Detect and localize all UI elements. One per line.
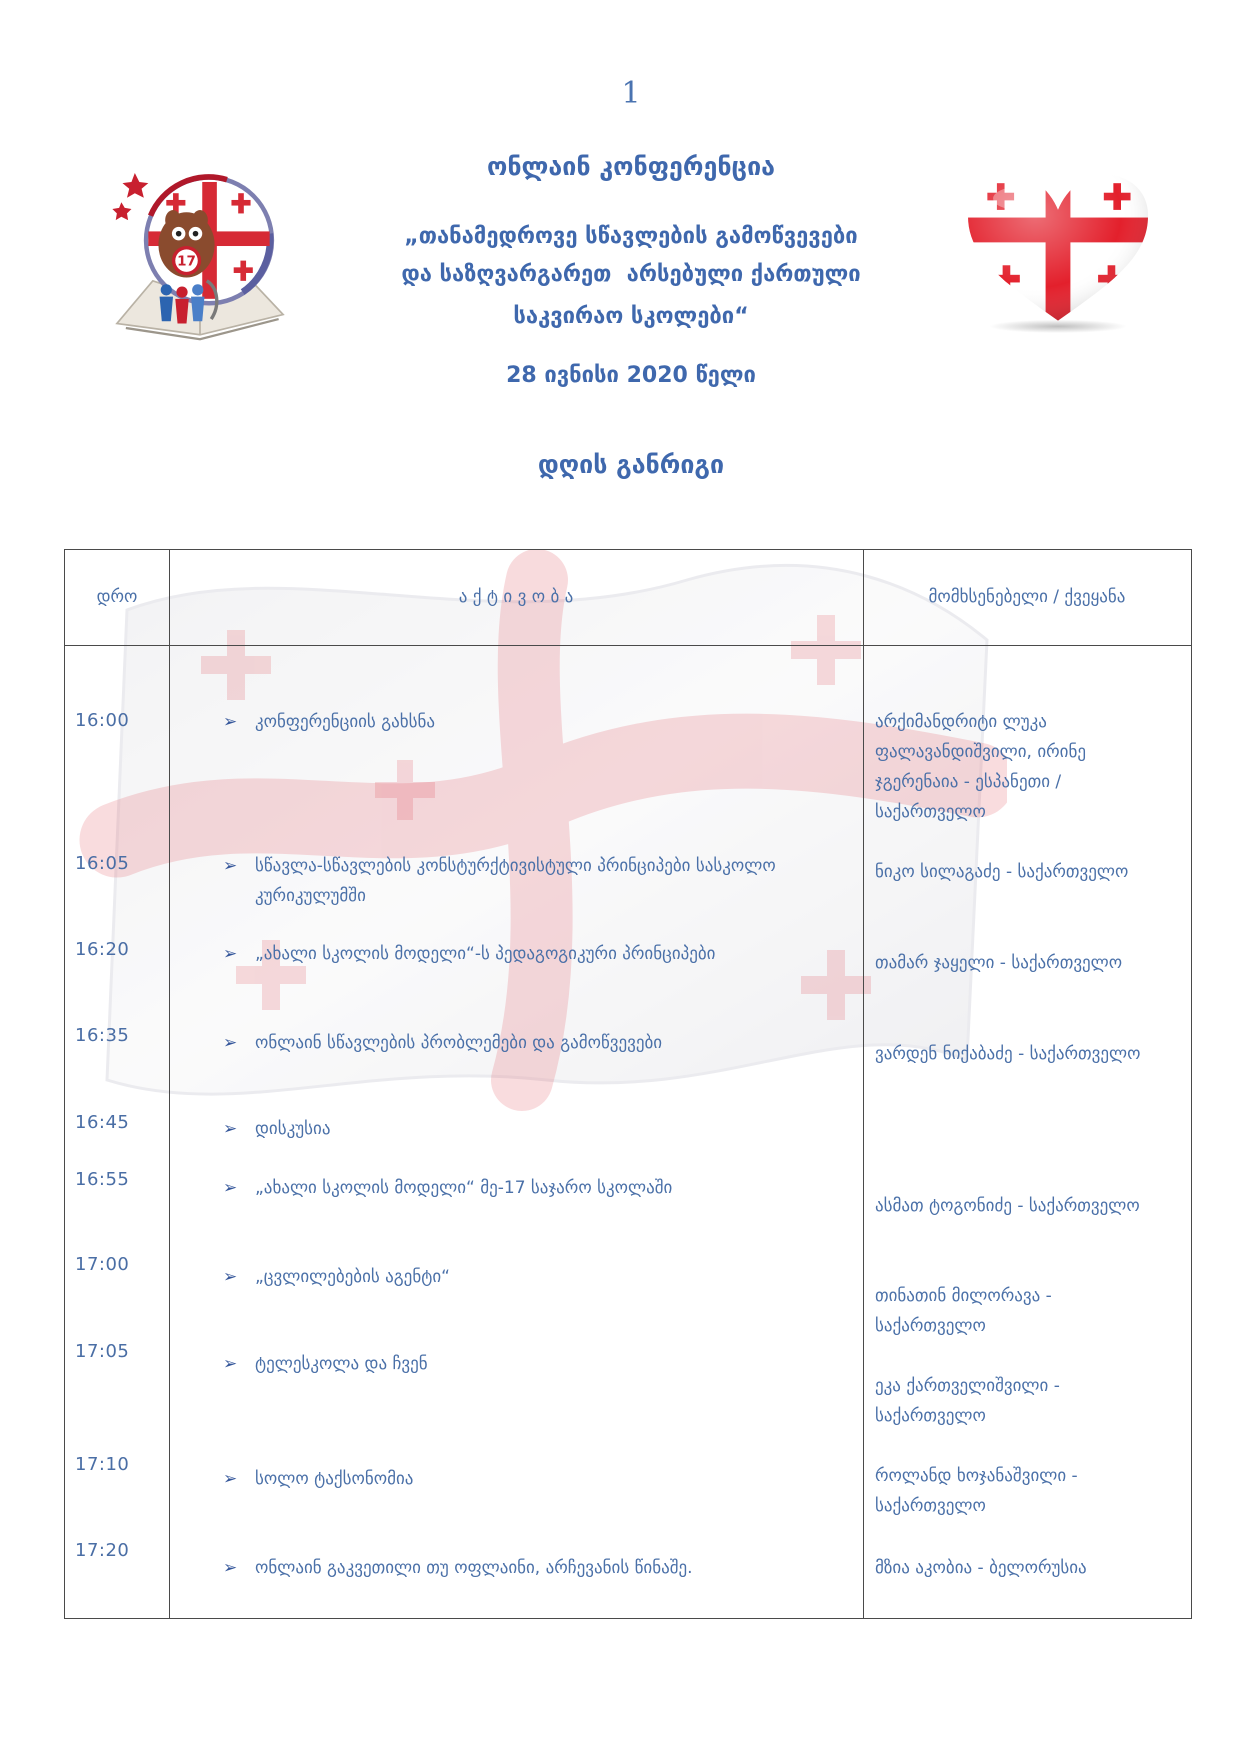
speaker-cell: ვარდენ ნიქაბაძე - საქართველო bbox=[875, 1044, 1141, 1064]
time-cell: 17:00 bbox=[75, 1254, 130, 1275]
activity-cell: ონლაინ გაკვეთილი თუ ოფლაინი, არჩევანის წინაშე. bbox=[255, 1558, 693, 1578]
school-emblem-logo bbox=[110, 164, 290, 346]
activity-cell: „ცვლილებების აგენტი“ bbox=[255, 1267, 450, 1287]
arrow-bullet-icon: ➢ bbox=[223, 1558, 238, 1578]
arrow-bullet-icon: ➢ bbox=[223, 1119, 238, 1139]
activity-cell: სწავლა-სწავლების კონსტურქტივისტული პრინციპები სასკოლო კურიკულუმში bbox=[255, 856, 776, 906]
time-cell: 16:05 bbox=[75, 853, 130, 874]
time-cell: 16:55 bbox=[75, 1169, 130, 1190]
time-cell: 16:20 bbox=[75, 939, 130, 960]
conference-subtitle-line-1: „თანამედროვე სწავლების გამოწვევები bbox=[404, 224, 858, 249]
speaker-cell: ნიკო სილაგაძე - საქართველო bbox=[875, 862, 1129, 882]
activity-cell: დისკუსია bbox=[255, 1119, 331, 1139]
column-divider bbox=[863, 550, 864, 1618]
speaker-cell: არქიმანდრიტი ლუკა ფალავანდიშვილი, ირინე ჯგერენაია - ესპანეთი / საქართველო bbox=[875, 712, 1086, 822]
speaker-cell: მზია აკობია - ბელორუსია bbox=[875, 1558, 1087, 1578]
emblem-badge-text: 17 bbox=[177, 253, 196, 270]
column-divider bbox=[169, 550, 170, 1618]
header-divider bbox=[65, 645, 1191, 646]
activity-cell: კონფერენციის გახსნა bbox=[255, 712, 436, 732]
speaker-cell: ასმათ ტოგონიძე - საქართველო bbox=[875, 1196, 1140, 1216]
column-header-time: დრო bbox=[96, 587, 138, 607]
speaker-cell: როლანდ ხოჯანაშვილი - საქართველო bbox=[875, 1466, 1078, 1516]
arrow-bullet-icon: ➢ bbox=[223, 944, 238, 964]
time-cell: 17:10 bbox=[75, 1454, 130, 1475]
schedule-heading: დღის განრიგი bbox=[537, 450, 725, 479]
speaker-cell: თამარ ჯაყელი - საქართველო bbox=[875, 953, 1123, 973]
arrow-bullet-icon: ➢ bbox=[223, 856, 238, 876]
time-cell: 17:05 bbox=[75, 1341, 130, 1362]
page-number: 1 bbox=[621, 76, 641, 111]
arrow-bullet-icon: ➢ bbox=[223, 1178, 238, 1198]
column-header-activity: ა ქ ტ ი ვ ო ბ ა bbox=[458, 587, 574, 607]
arrow-bullet-icon: ➢ bbox=[223, 1354, 238, 1374]
arrow-bullet-icon: ➢ bbox=[223, 1267, 238, 1287]
conference-title: ონლაინ კონფერენცია bbox=[486, 152, 776, 181]
activity-cell: „ახალი სკოლის მოდელი“ მე-17 საჯარო სკოლაში bbox=[255, 1178, 673, 1198]
conference-date: 28 ივნისი 2020 წელი bbox=[506, 363, 756, 388]
arrow-bullet-icon: ➢ bbox=[223, 712, 238, 732]
column-header-speaker: მომხსენებელი / ქვეყანა bbox=[928, 587, 1126, 607]
activity-cell: სოლო ტაქსონომია bbox=[255, 1469, 414, 1489]
speaker-cell: ეკა ქართველიშვილი - საქართველო bbox=[875, 1376, 1060, 1426]
time-cell: 16:45 bbox=[75, 1112, 130, 1133]
speaker-cell: თინათინ მილორავა - საქართველო bbox=[875, 1286, 1052, 1336]
time-cell: 17:20 bbox=[75, 1540, 130, 1561]
conference-subtitle-line-3: საკვირაო სკოლები“ bbox=[513, 304, 749, 329]
arrow-bullet-icon: ➢ bbox=[223, 1469, 238, 1489]
time-cell: 16:00 bbox=[75, 710, 130, 731]
conference-subtitle-line-2: და საზღვარგარეთ არსებული ქართული bbox=[401, 262, 861, 287]
time-cell: 16:35 bbox=[75, 1025, 130, 1046]
arrow-bullet-icon: ➢ bbox=[223, 1033, 238, 1053]
activity-cell: „ახალი სკოლის მოდელი“-ს პედაგოგიკური პრინციპები bbox=[255, 944, 716, 964]
activity-cell: ონლაინ სწავლების პრობლემები და გამოწვევები bbox=[255, 1033, 663, 1053]
schedule-table bbox=[64, 549, 1192, 1619]
activity-cell: ტელესკოლა და ჩვენ bbox=[255, 1354, 428, 1374]
georgian-flag-heart-logo bbox=[962, 166, 1154, 334]
